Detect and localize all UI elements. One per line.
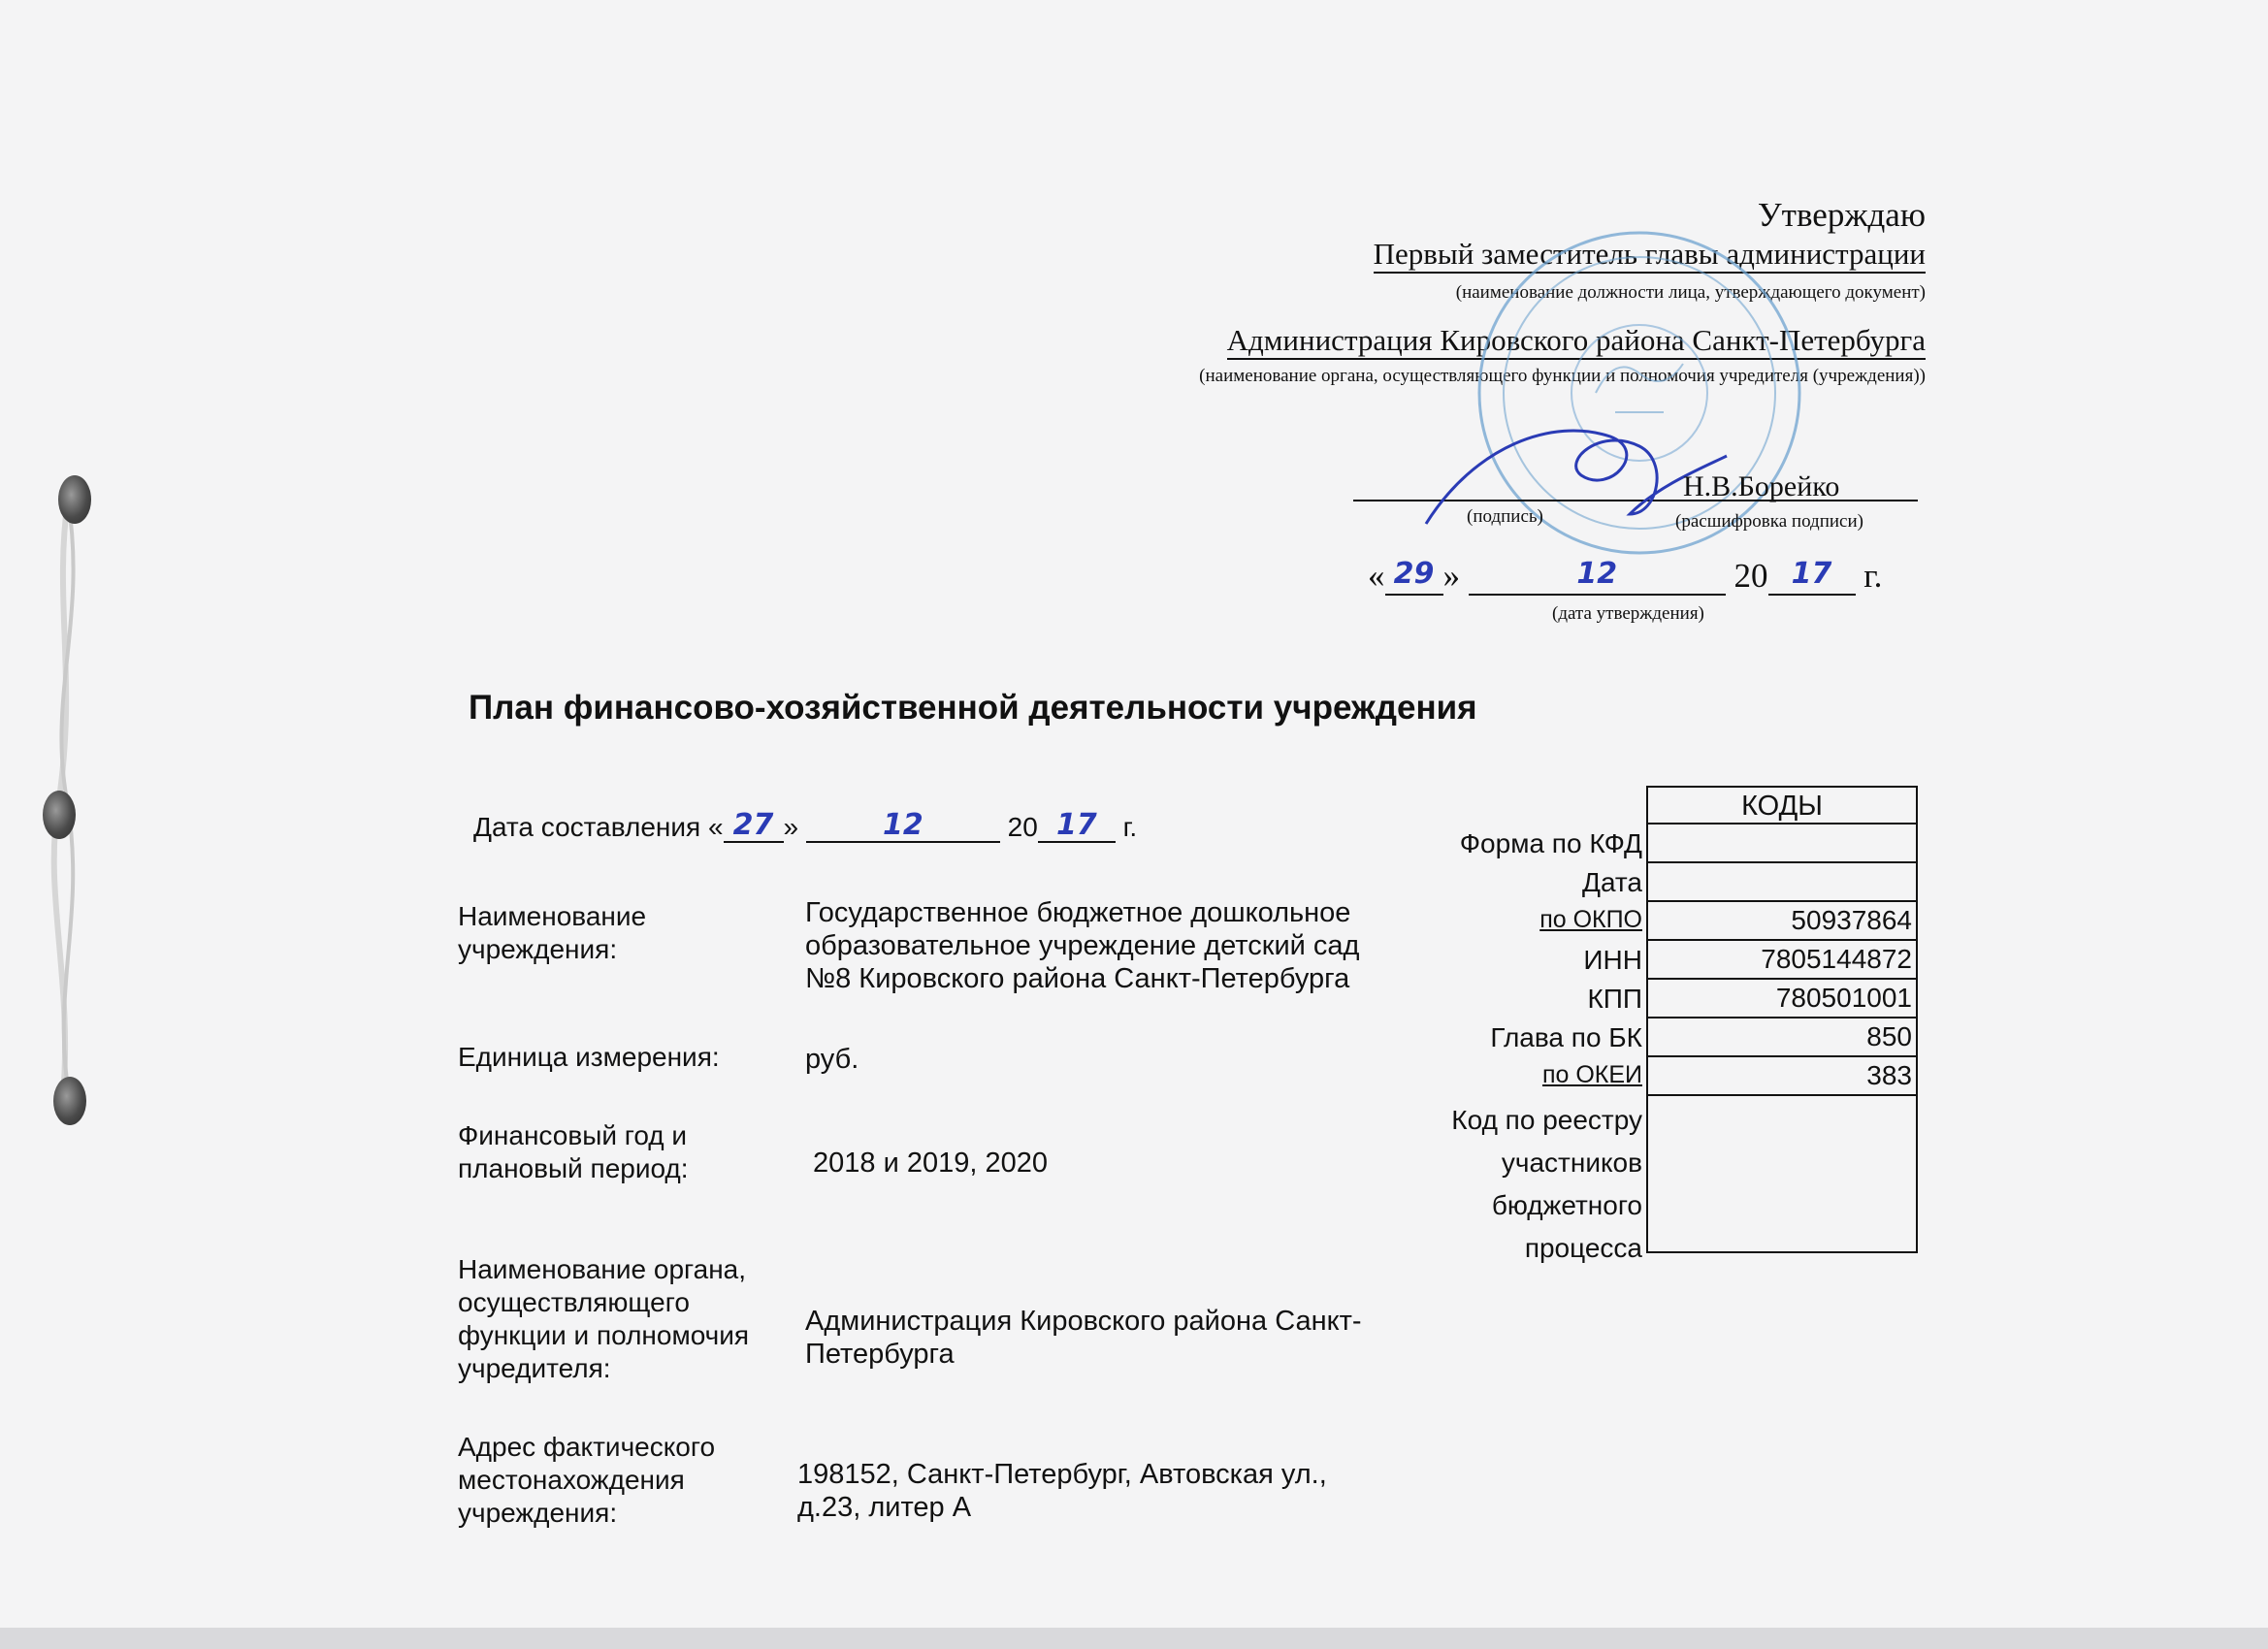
institution-name-label: Наименование учреждения: (458, 901, 647, 964)
code-label-inn: ИНН (1583, 945, 1642, 975)
document-title: План финансово-хозяйственной деятельности учреждения (469, 689, 1477, 727)
code-value-okpo: 50937864 (1646, 902, 1918, 941)
address-value: 198152, Санкт-Петербург, Автовская ул., д.23, литер А (797, 1459, 1327, 1523)
code-label-bk: Глава по БК (1490, 1022, 1642, 1052)
code-value-okei: 383 (1646, 1057, 1918, 1096)
code-value-registry (1646, 1096, 1918, 1253)
code-label-okei: по ОКЕИ (1541, 1061, 1642, 1088)
fiscal-year-label: Финансовый год и плановый период: (458, 1120, 689, 1183)
unit-label: Единица измерения: (458, 1042, 720, 1072)
code-label-registry: Код по реестру участников бюджетного процесса (1451, 1105, 1642, 1263)
code-value-kpp: 780501001 (1646, 980, 1918, 1018)
binding-thread (0, 0, 136, 1164)
address-label: Адрес фактического местонахождения учреждения: (458, 1432, 716, 1528)
signer-name: Н.В.Борейко (1683, 470, 1840, 502)
organization-note: (наименование органа, осуществляющего функции и полномочия учредителя (учреждения)) (1199, 366, 1926, 386)
draft-year: 17 (1038, 808, 1116, 843)
codes-header: КОДЫ (1646, 786, 1918, 824)
fiscal-year-value: 2018 и 2019, 2020 (813, 1148, 1048, 1179)
approval-day: 29 (1385, 557, 1443, 596)
binding-hole-bottom (53, 1077, 86, 1125)
code-label-kfd: Форма по КФД (1459, 828, 1642, 858)
approval-year: 17 (1768, 557, 1856, 596)
code-value-date (1646, 863, 1918, 902)
draft-month: 12 (806, 808, 1000, 843)
approver-organization: Администрация Кировского района Санкт-Петербурга (1067, 323, 1926, 358)
position-note: (наименование должности лица, утверждающего документ) (1455, 282, 1926, 303)
draft-date-label: Дата составления (473, 812, 701, 842)
approval-date-note: (дата утверждения) (1552, 603, 1704, 624)
unit-value: руб. (805, 1044, 859, 1075)
scan-edge (0, 1628, 2268, 1649)
code-value-kfd (1646, 824, 1918, 863)
founder-value: Администрация Кировского района Санкт-Петербурга (805, 1306, 1362, 1370)
decode-note: (расшифровка подписи) (1675, 511, 1863, 532)
approval-date: « 29 » 12 20 17 г. (1368, 557, 1883, 595)
founder-label: Наименование органа, осуществляющего функции и полномочия учредителя: (458, 1254, 750, 1383)
code-label-okpo: по ОКПО (1539, 906, 1642, 933)
approver-position: Первый заместитель главы администрации (1067, 237, 1926, 272)
code-label-date: Дата (1581, 867, 1642, 897)
draft-date: Дата составления « 27 » 12 20 17 г. (473, 808, 1138, 842)
binding-hole-top (58, 475, 91, 524)
approve-word: Утверждаю (1757, 196, 1926, 234)
code-label-kpp: КПП (1587, 984, 1642, 1014)
institution-name-value: Государственное бюджетное дошкольное образовательное учреждение детский сад №8 Кировского района Санкт-Петербурга (805, 897, 1360, 994)
approval-month: 12 (1469, 557, 1726, 596)
signature-note: (подпись) (1467, 506, 1543, 527)
draft-day: 27 (724, 808, 784, 843)
code-value-bk: 850 (1646, 1018, 1918, 1057)
code-value-inn: 7805144872 (1646, 941, 1918, 980)
binding-hole-middle (43, 791, 76, 839)
